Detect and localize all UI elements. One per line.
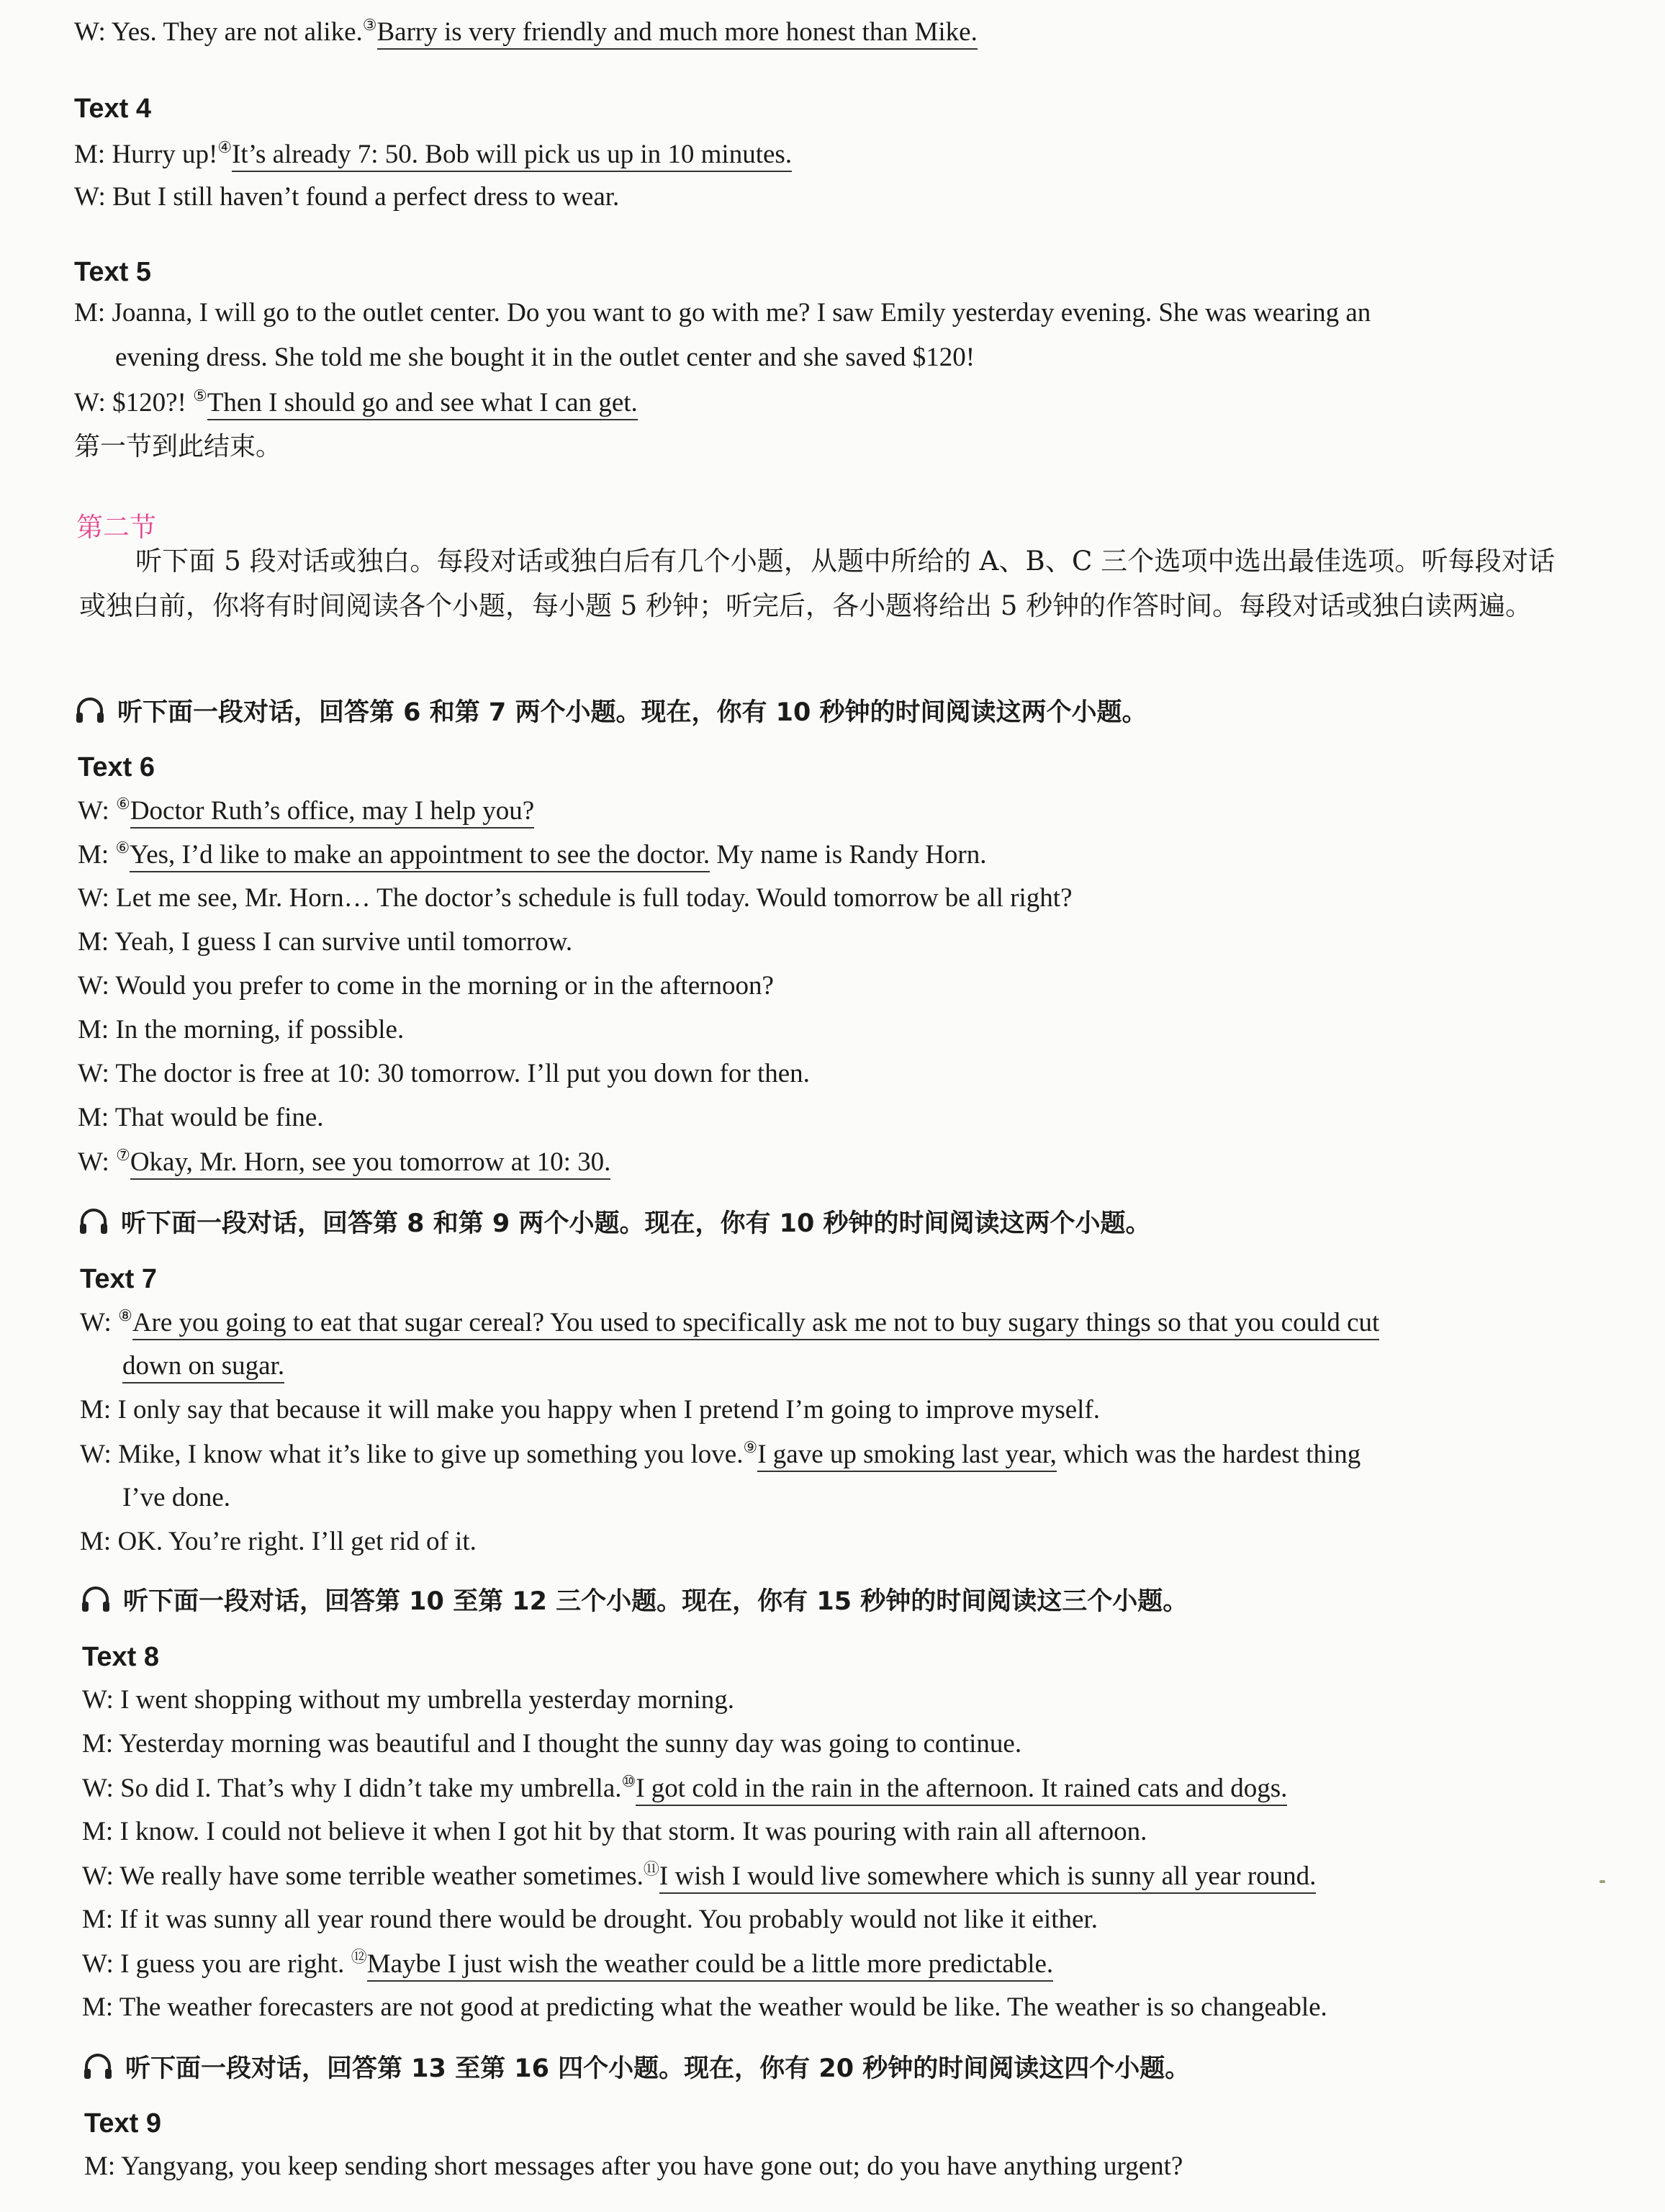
line-text: Mike, I know what it’s like to give up something you love. [111,1440,744,1469]
question-marker: ⑥ [115,839,130,857]
section-title: 第二节 [76,512,156,543]
question-marker: ⑫ [351,1948,367,1966]
speaker: W: [78,1059,109,1088]
headphones-icon [80,1586,112,1613]
line-text: which was the hardest thing [1056,1440,1361,1469]
speaker: M: [82,1992,114,2022]
underlined-answer: I wish I would live somewhere which is sunny all year round. [659,1861,1316,1894]
dialogue-line-continued [122,1482,230,1514]
line-text: I guess you are right. [113,1949,351,1979]
text-heading: Text 4 [74,94,152,124]
speaker: W: [74,388,106,417]
listening-instruction [80,1581,1188,1617]
section-instructions: 听下面 5 段对话或独白。每段对话或独白后有几个小题，从题中所给的 A、B、C 三个选项中选出最佳选项。听每段对话或独白前，你将有时间阅读各个小题，每小题 5 秒钟；听完后，各小题将给出 5 秒钟的作答时间。每段对话或独白读两遍。 [79,546,1555,621]
underlined-answer: Then I should go and see what I can get. [207,388,638,420]
line-text: Yes. They are not alike. [105,17,363,47]
text-heading: Text 9 [84,2108,162,2139]
text-heading: Text 6 [78,752,155,782]
headphones-icon [74,697,106,724]
question-marker: ③ [362,16,377,34]
instruction-text: 听下面一段对话，回答第 10 至第 12 三个小题。现在，你有 15 秒钟的时间阅读这三个小题。 [123,1587,1188,1616]
speaker: M: [82,1905,114,1934]
line-text: evening dress. She told me she bought it in the outlet center and she saved $120! [115,343,975,372]
dialogue-line [82,1992,1327,2023]
dialogue-line [74,387,638,419]
dialogue-line [74,138,792,171]
dialogue-line [80,1438,1361,1471]
speaker: M: [82,1817,114,1846]
dialogue-line [78,970,774,1002]
question-marker: ⑨ [743,1438,758,1456]
underlined-answer: I gave up smoking last year, [757,1440,1057,1472]
question-marker: ④ [217,138,233,156]
line-text: Yeah, I guess I can survive until tomorrow. [109,927,573,957]
dialogue-line [74,181,619,213]
underlined-answer: Yes, I’d like to make an appointment to see the doctor. [130,840,710,872]
dialogue-line [80,1306,1379,1339]
speaker: M: [82,1729,114,1759]
dialogue-line [80,1526,477,1558]
line-text: Hurry up! [105,140,218,169]
dialogue-line [82,1728,1021,1760]
line-text: My name is Randy Horn. [710,840,987,870]
line-text: In the morning, if possible. [109,1015,405,1044]
instruction-text: 听下面一段对话，回答第 13 至第 16 四个小题。现在，你有 20 秒钟的时间阅读这四个小题。 [125,2054,1191,2083]
listening-instruction [78,1204,1151,1240]
line-text: I went shopping without my umbrella yesterday morning. [113,1685,735,1715]
line-text: Yesterday morning was beautiful and I thought the sunny day was going to continue. [113,1729,1022,1759]
dialogue-line [82,1772,1287,1805]
speaker: W: [80,1440,112,1469]
dialogue-line [78,1014,404,1046]
dialogue-line [82,1948,1053,1980]
line-text: If it was sunny all year round there would be drought. You probably would not like it either. [113,1905,1098,1934]
text-heading: Text 8 [82,1642,160,1672]
speaker: W: [74,182,106,212]
dialogue-line [74,16,978,48]
speaker: W: [82,1774,114,1803]
line-text: The weather forecasters are not good at predicting what the weather would be like. The weather is so changeable. [113,1992,1327,2022]
speaker: M: [78,1015,109,1044]
speaker: W: [74,17,106,47]
line-text: I know. I could not believe it when I got hit by that storm. It was pouring with rain all afternoon. [113,1817,1147,1846]
dialogue-line [82,1904,1098,1936]
line-text: We really have some terrible weather sometimes. [113,1861,644,1891]
dialogue-line [84,2151,1183,2182]
dialogue-line [80,1394,1100,1426]
line-text: OK. You’re right. I’ll get rid of it. [111,1527,477,1556]
speaker: W: [80,1308,112,1337]
speaker: M: [74,140,106,169]
listening-instruction [82,2049,1190,2085]
speaker: M: [80,1395,112,1425]
line-text: Joanna, I will go to the outlet center. Do you want to go with me? I saw Emily yesterday evening. She was wearing an [105,298,1371,328]
dialogue-line [78,926,572,958]
underlined-answer: I got cold in the rain in the afternoon. It rained cats and dogs. [636,1774,1287,1806]
speaker: W: [78,796,109,826]
line-text: Would you prefer to come in the morning or in the afternoon? [109,971,774,1001]
speaker: W: [78,1147,109,1177]
text-heading: Text 7 [80,1264,158,1294]
line-text: That would be fine. [109,1103,324,1132]
dialogue-line [78,1102,324,1134]
speaker: W: [78,883,109,913]
speaker: W: [82,1949,114,1979]
scan-speck [1599,1880,1605,1883]
line-text: Yangyang, you keep sending short messages after you have gone out; do you have anything urgent? [115,2152,1183,2181]
speaker: M: [78,927,109,957]
speaker: M: [84,2152,116,2181]
instruction-text: 听下面一段对话，回答第 8 和第 9 两个小题。现在，你有 10 秒钟的时间阅读这两个小题。 [121,1209,1151,1238]
question-marker: ⑥ [116,795,130,813]
dialogue-line [78,1058,810,1090]
line-text: So did I. That’s why I didn’t take my umbrella. [113,1774,622,1803]
dialogue-line [78,882,1073,914]
speaker: W: [82,1685,114,1715]
dialogue-line [82,1860,1316,1892]
question-marker: ⑤ [193,387,207,405]
headphones-icon [78,1208,109,1235]
dialogue-line [74,297,1371,329]
instruction-text: 听下面一段对话，回答第 6 和第 7 两个小题。现在，你有 10 秒钟的时间阅读这两个小题。 [117,698,1147,727]
dialogue-line [78,795,534,827]
speaker: W: [78,971,109,1001]
speaker: M: [80,1527,112,1556]
speaker: W: [82,1861,114,1891]
listening-instruction [74,692,1147,728]
question-marker: ⑪ [643,1860,659,1878]
question-marker: ⑦ [116,1146,130,1164]
dialogue-line [82,1684,734,1716]
underlined-answer: It’s already 7: 50. Bob will pick us up in 10 minutes. [232,140,792,172]
speaker: M: [78,840,109,870]
line-text: Let me see, Mr. Horn… The doctor’s schedule is full today. Would tomorrow be all right? [109,883,1073,913]
dialogue-line-continued [122,1350,284,1382]
underlined-answer: Are you going to eat that sugar cereal? You used to specifically ask me not to buy sugary things so that you could cut [132,1308,1379,1340]
section-end-note: 第一节到此结束。 [74,432,282,461]
underlined-answer: Maybe I just wish the weather could be a little more predictable. [367,1949,1053,1982]
line-text: But I still haven’t found a perfect dress to wear. [105,182,620,212]
line-text: The doctor is free at 10: 30 tomorrow. I’ll put you down for then. [109,1059,810,1088]
line-text: I’ve done. [122,1483,230,1512]
underlined-answer: Doctor Ruth’s office, may I help you? [130,796,534,829]
underlined-answer: Barry is very friendly and much more honest than Mike. [377,17,978,50]
question-marker: ⑧ [118,1306,132,1324]
speaker: M: [78,1103,109,1132]
underlined-answer: Okay, Mr. Horn, see you tomorrow at 10: 30. [130,1147,611,1180]
dialogue-line [78,839,987,871]
text-heading: Text 5 [74,257,152,287]
underlined-answer: down on sugar. [122,1351,284,1383]
line-text: $120?! [105,388,194,417]
dialogue-line-continued [115,342,975,374]
headphones-icon [82,2053,114,2080]
line-text: I only say that because it will make you happy when I pretend I’m going to improve myself. [111,1395,1100,1425]
dialogue-line [78,1146,610,1178]
dialogue-line [82,1816,1147,1848]
speaker: M: [74,298,106,328]
question-marker: ⑩ [621,1772,636,1790]
